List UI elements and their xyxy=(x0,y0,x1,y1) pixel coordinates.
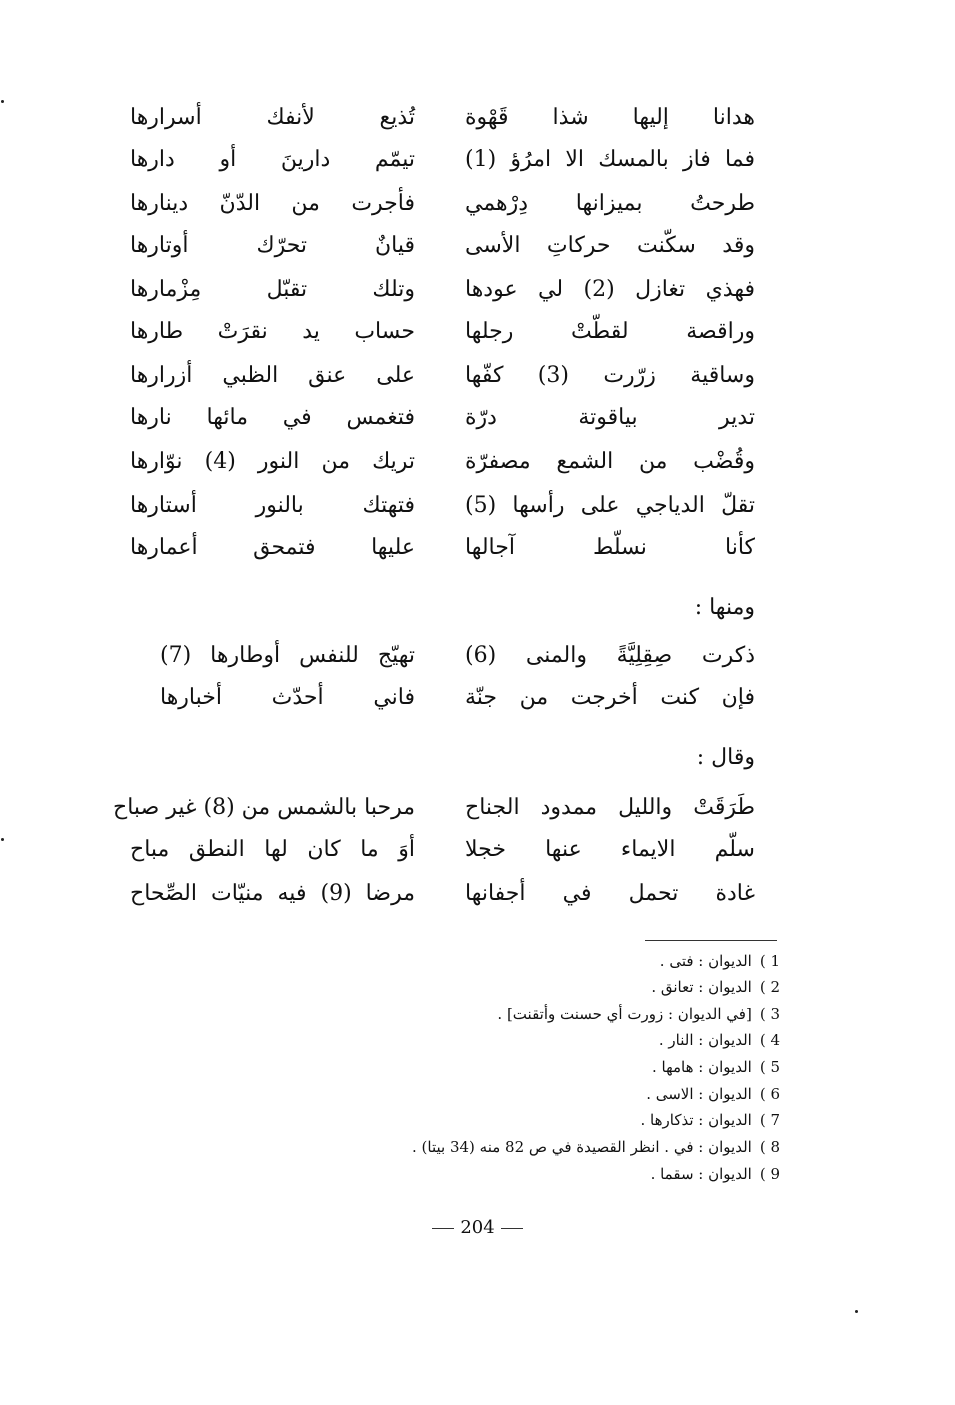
footnote-number: 3 ) xyxy=(759,1005,780,1023)
dash-right xyxy=(501,1228,523,1229)
verse xyxy=(130,226,755,266)
hemistich-first: تدير بياقوتة درّة xyxy=(465,405,755,430)
hemistich-first: تقلّ الدياجي على رأسها (5) xyxy=(465,493,755,518)
footnote xyxy=(651,1161,780,1187)
scan-speck xyxy=(855,1310,858,1313)
footnote xyxy=(652,1054,780,1080)
hemistich-second: تُذيع لأنفك أسرارها xyxy=(130,105,415,130)
footnote-text: الديوان : تعانق . xyxy=(651,978,752,996)
footnote-text: الديوان : النار . xyxy=(658,1031,752,1049)
footnote-number: 7 ) xyxy=(759,1111,780,1129)
hemistich-second: تريك من النور (4) نوّارها xyxy=(130,449,415,474)
footnote xyxy=(646,1081,780,1107)
footnote-number: 9 ) xyxy=(759,1165,780,1183)
hemistich-second: قيانٌ تحرّك أوتارها xyxy=(130,233,415,258)
hemistich-first: وقد سكّنت حركاتِ الأسى xyxy=(465,233,755,258)
hemistich-second: فأجرت من الدّنّ دينارها xyxy=(130,191,415,216)
hemistich-second: مرضا (9) فيه منيّات الصِّحاح xyxy=(130,881,415,906)
footnote-text: الديوان : في . انظر القصيدة في ص 82 منه (34 بيتا) . xyxy=(411,1138,752,1156)
verse xyxy=(130,356,755,396)
verse xyxy=(130,442,755,482)
footnote-number: 8 ) xyxy=(759,1138,780,1156)
hemistich-second: على عنق الظبي أزرارها xyxy=(130,363,415,388)
verse xyxy=(130,140,755,180)
hemistich-first: غادة تحمل في أجفانها xyxy=(465,881,755,906)
verse xyxy=(130,830,755,870)
verse xyxy=(130,636,755,676)
hemistich-first: ذكرت صِقِلِيَّةً والمنى (6) xyxy=(465,643,755,668)
hemistich-first: طرحتُ بميزانها دِرْهمي xyxy=(465,191,755,216)
verse xyxy=(130,528,755,568)
hemistich-second: عليها فتمحق أعمارها xyxy=(130,535,415,560)
scan-speck xyxy=(1,100,4,103)
verse xyxy=(113,788,755,828)
verse xyxy=(130,312,755,352)
scan-speck xyxy=(1,838,4,841)
hemistich-second: فاني أحدّث أخبارها xyxy=(160,685,415,710)
hemistich-first: وقُضْب من الشمع مصفرّة xyxy=(465,449,755,474)
hemistich-second: وتلك تقبّل مِزْمارها xyxy=(130,277,415,302)
footnote xyxy=(641,1107,781,1133)
footnote-number: 1 ) xyxy=(759,952,780,970)
hemistich-second: تهيّج للنفس أوطارها (7) xyxy=(160,643,415,668)
section-heading: وقال : xyxy=(696,745,755,770)
footnote-number: 2 ) xyxy=(759,978,780,996)
hemistich-first: فهذي تغازل (2) لي عودها xyxy=(465,277,755,302)
footnote-divider xyxy=(645,940,777,941)
footnote-number: 5 ) xyxy=(759,1058,780,1076)
verse xyxy=(130,184,755,224)
footnote-text: الديوان : سقما . xyxy=(650,1165,752,1183)
footnote-text: الديوان : فتى . xyxy=(659,952,752,970)
hemistich-second: فتهتك بالنور أستارها xyxy=(130,493,415,518)
hemistich-first: هدانا إليها شذا قَهْوة xyxy=(465,105,755,130)
hemistich-first: وساقية زرّرت (3) كفّها xyxy=(465,363,755,388)
hemistich-first: فما فاز بالمسك الا امرُؤ (1) xyxy=(465,147,755,172)
hemistich-second: فتغمس في مائها نارها xyxy=(130,405,415,430)
hemistich-first: وراقصة لقطّتْ رجلها xyxy=(465,319,755,344)
dash-left xyxy=(432,1228,454,1229)
footnote-text: الديوان : تذكارها . xyxy=(640,1111,752,1129)
footnote xyxy=(651,974,780,1000)
section-heading: ومنها : xyxy=(694,595,755,620)
verse xyxy=(130,486,755,526)
footnote-text: الديوان : الاسى . xyxy=(646,1085,752,1103)
footnote xyxy=(497,1001,780,1027)
hemistich-second: حساب يد نقرَتْ طارها xyxy=(130,319,415,344)
hemistich-second: أوَ ما كان لها النطق مباح xyxy=(130,837,415,862)
hemistich-second: تيمّم دارينَ أو دارها xyxy=(130,147,415,172)
page-number-value: 204 xyxy=(460,1217,495,1238)
hemistich-first: سلّم الايماء عنها خجلا xyxy=(465,837,755,862)
footnote-number: 6 ) xyxy=(759,1085,780,1103)
verse xyxy=(130,270,755,310)
hemistich-second: مرحبا بالشمس من (8) غير صباح xyxy=(113,795,415,820)
footnote xyxy=(660,948,780,974)
footnote-text: [في الديوان : زورت أي حسنت وأتقنت] . xyxy=(497,1005,752,1023)
verse xyxy=(130,874,755,914)
footnote-text: الديوان : هامها . xyxy=(651,1058,752,1076)
verse xyxy=(130,678,755,718)
footnote xyxy=(412,1134,780,1160)
footnote xyxy=(659,1027,780,1053)
hemistich-first: فإن كنت أخرجت من جنّة xyxy=(465,685,755,710)
footnote-number: 4 ) xyxy=(759,1031,780,1049)
verse xyxy=(130,98,755,138)
hemistich-first: كأنا نسلّط آجالها xyxy=(465,535,755,560)
verse xyxy=(130,398,755,438)
page-number xyxy=(0,1214,955,1242)
hemistich-first: طَرَقَتْ والليل ممدود الجناح xyxy=(465,795,755,820)
